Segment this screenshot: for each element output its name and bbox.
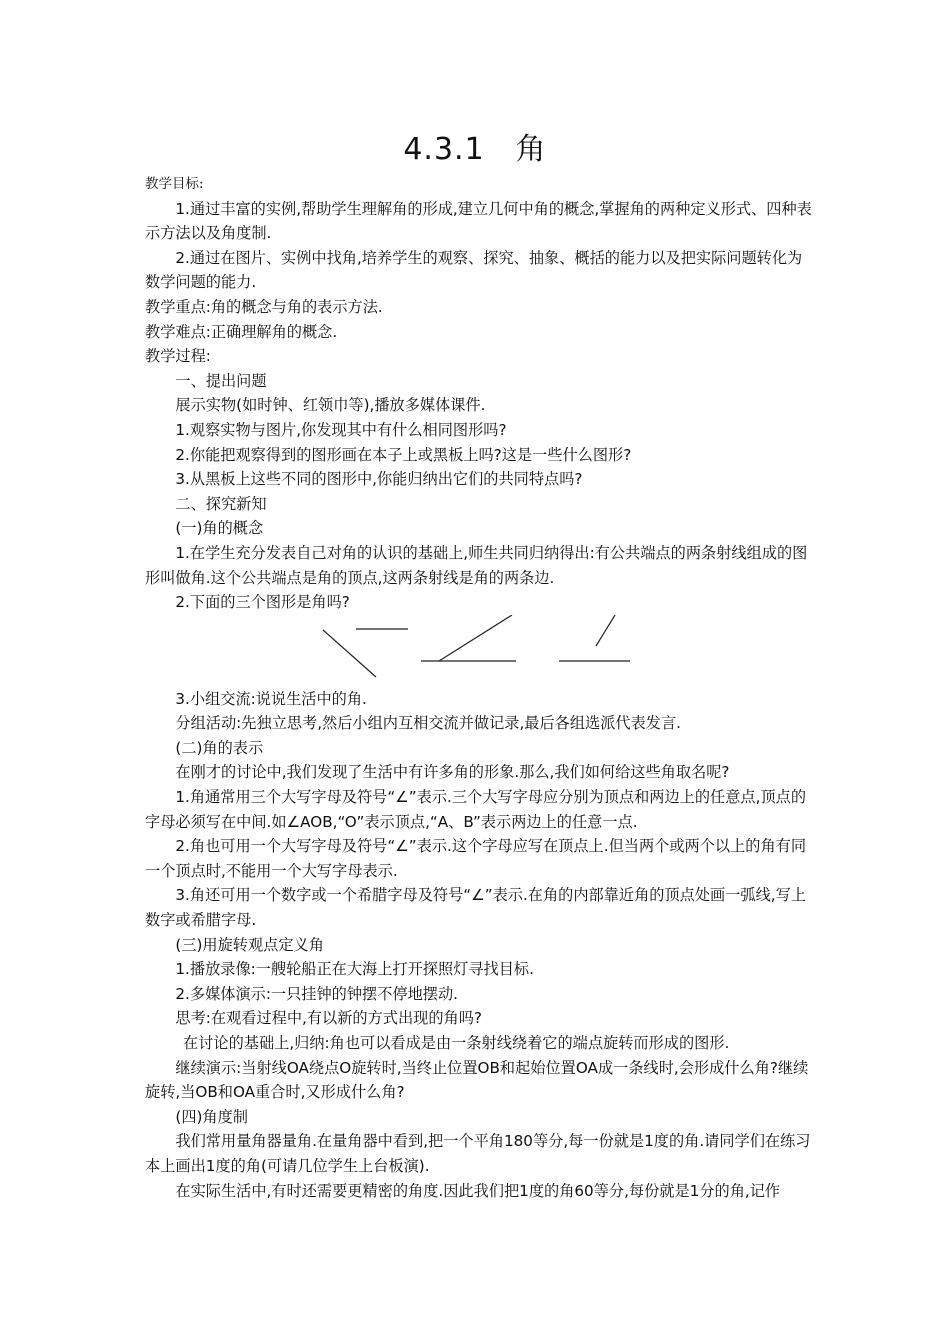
three-figures-diagram <box>145 615 815 687</box>
part2-p3: 3.角还可用一个数字或一个希腊字母及符号“∠”表示.在角的内部靠近角的顶点处画一弧线,写上数字或希腊字母. <box>145 886 807 930</box>
part2-p0: 在刚才的讨论中,我们发现了生活中有许多角的形象.那么,我们如何给这些角取名呢? <box>175 763 730 782</box>
part3-p2: 2.多媒体演示:一只挂钟的钟摆不停地摆动. <box>175 984 459 1003</box>
figure3-slanted-segment <box>596 615 615 646</box>
part1-p4: 分组活动:先独立思考,然后小组内互相交流并做记录,最后各组选派代表发言. <box>175 714 681 733</box>
objectives-label: 教学目标: <box>145 176 204 192</box>
objective-2: 2.通过在图片、实例中找角,培养学生的观察、探究、抽象、概括的能力以及把实际问题转化为数学问题的能力. <box>145 248 803 292</box>
document-title: 4.3.1 角 <box>403 132 547 167</box>
part2-p1: 1.角通常用三个大写字母及符号“∠”表示.三个大写字母应分别为顶点和两边上的任意点,顶点的字母必须写在中间.如∠AOB,“O”表示顶点,“A、B”表示两边上的任意一点. <box>145 788 807 831</box>
part3-p4: 在讨论的基础上,归纳:角也可以看成是由一条射线绕着它的端点旋转而形成的图形. <box>183 1034 730 1052</box>
part4-p2: 在实际生活中,有时还需要更精密的角度.因此我们把1度的角60等分,每份就是1分的角,记作 <box>175 1181 781 1200</box>
process-label: 教学过程: <box>145 347 211 366</box>
part1-p2: 2.下面的三个图形是角吗? <box>175 593 350 612</box>
part1-p3: 3.小组交流:说说生活中的角. <box>175 689 367 708</box>
section1-line-1: 展示实物(如时钟、红领巾等),播放多媒体课件. <box>175 396 486 415</box>
section2-heading: 二、探究新知 <box>175 494 267 513</box>
part2-p2: 2.角也可用一个大写字母及符号“∠”表示.这个字母应写在顶点上.但当两个或两个以上的角有同一个顶点时,不能用一个大写字母表示. <box>145 837 807 880</box>
part1-heading: (一)角的概念 <box>175 519 264 538</box>
key-point: 教学重点:角的概念与角的表示方法. <box>145 297 383 316</box>
part1-p1: 1.在学生充分发表自己对角的认识的基础上,师生共同归纳得出:有公共端点的两条射线组成的图形叫做角.这个公共端点是角的顶点,这两条射线是角的两条边. <box>145 543 808 587</box>
part3-p1: 1.播放录像:一艘轮船正在大海上打开探照灯寻找目标. <box>175 960 534 979</box>
objective-1: 1.通过丰富的实例,帮助学生理解角的形成,建立几何中角的概念,掌握角的两种定义形式、四种表示方法以及角度制. <box>145 199 812 243</box>
section1-heading: 一、提出问题 <box>175 371 267 390</box>
section1-line-2: 1.观察实物与图片,你发现其中有什么相同图形吗? <box>175 420 507 439</box>
part3-p3: 思考:在观看过程中,有以新的方式出现的角吗? <box>175 1009 482 1028</box>
part2-heading: (二)角的表示 <box>175 738 264 757</box>
figure1-slanted-segment <box>323 630 376 677</box>
figure2-slanted-ray <box>439 615 512 661</box>
part4-heading: (四)角度制 <box>175 1107 248 1126</box>
part4-p1: 我们常用量角器量角.在量角器中看到,把一个平角180等分,每一份就是1度的角.请同学们在练习本上画出1度的角(可请几位学生上台板演). <box>145 1132 811 1175</box>
difficult-point: 教学难点:正确理解角的概念. <box>145 322 338 341</box>
document-body <box>145 172 815 1203</box>
section1-line-4: 3.从黑板上这些不同的图形中,你能归纳出它们的共同特点吗? <box>175 470 583 489</box>
part3-p5: 继续演示:当射线OA绕点O旋转时,当终止位置OB和起始位置OA成一条线时,会形成什么角?继续旋转,当OB和OA重合时,又形成什么角? <box>145 1058 809 1102</box>
part3-heading: (三)用旋转观点定义角 <box>175 935 324 954</box>
section1-line-3: 2.你能把观察得到的图形画在本子上或黑板上吗?这是一些什么图形? <box>175 445 632 464</box>
